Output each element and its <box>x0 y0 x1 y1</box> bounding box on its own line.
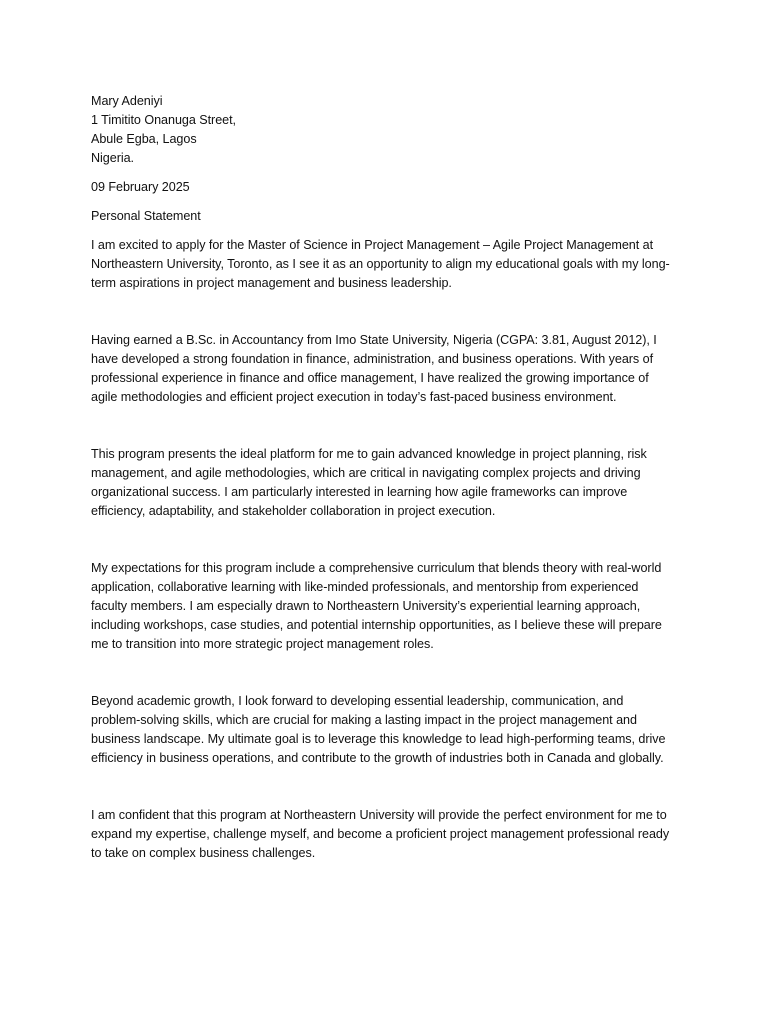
letter-date: 09 February 2025 <box>91 180 190 194</box>
paragraph-background: Having earned a B.Sc. in Accountancy from Imo State University, Nigeria (CGPA: 3.81, August 2012), I have developed a strong foundation in finance, administration, and business operations. With years of professional experience in finance and office management, I have realized the growing importance of agile methodologies and efficient project execution in today’s fast-paced business environment. <box>91 333 657 404</box>
letter-body <box>91 92 676 863</box>
sender-block <box>91 92 676 168</box>
paragraph-goals: Beyond academic growth, I look forward to developing essential leadership, communication, and problem-solving skills, which are crucial for making a lasting impact in the project management and business landscape. My ultimate goal is to leverage this knowledge to lead high-performing teams, drive efficiency in business operations, and contribute to the growth of industries both in Canada and globally. <box>91 694 666 765</box>
address-line-country: Nigeria. <box>91 151 134 165</box>
paragraph-intro: I am excited to apply for the Master of Science in Project Management – Agile Project Management at Northeastern University, Toronto, as I see it as an opportunity to align my educational goals with my long-term aspirations in project management and business leadership. <box>91 238 670 290</box>
statement-heading: Personal Statement <box>91 209 201 223</box>
address-line-street: 1 Timitito Onanuga Street, <box>91 113 237 127</box>
paragraph-expectations: My expectations for this program include a comprehensive curriculum that blends theory with real-world application, collaborative learning with like-minded professionals, and mentorship from experienced faculty members. I am especially drawn to Northeastern University’s experiential learning approach, including workshops, case studies, and potential internship opportunities, as I believe these will prepare me to transition into more strategic project management roles. <box>91 561 662 651</box>
address-line-city: Abule Egba, Lagos <box>91 132 197 146</box>
sender-name: Mary Adeniyi <box>91 94 163 108</box>
paragraph-program: This program presents the ideal platform for me to gain advanced knowledge in project planning, risk management, and agile methodologies, which are critical in navigating complex projects and driving organizational success. I am particularly interested in learning how agile frameworks can improve efficiency, adaptability, and stakeholder collaboration in project execution. <box>91 447 647 518</box>
paragraph-conclusion: I am confident that this program at Northeastern University will provide the perfect environment for me to expand my expertise, challenge myself, and become a proficient project management professional ready to take on complex business challenges. <box>91 808 670 860</box>
